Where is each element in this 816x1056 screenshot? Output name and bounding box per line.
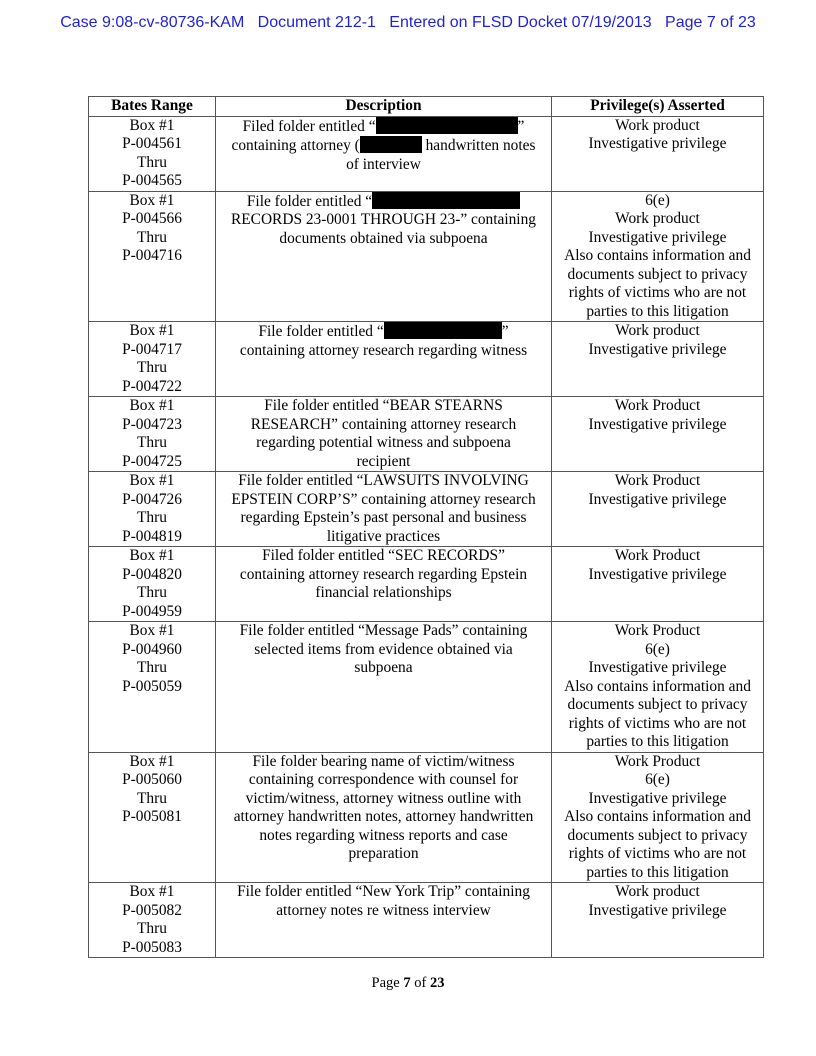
bates-cell: Box #1 P-005082 Thru P-005083 xyxy=(89,883,216,958)
table-row xyxy=(89,191,764,322)
table-row xyxy=(89,883,764,958)
table-row xyxy=(89,116,764,191)
header-page: Page 7 of 23 xyxy=(665,14,756,31)
footer-page-number: 7 xyxy=(403,975,411,991)
description-cell: File folder entitled “New York Trip” containing attorney notes re witness interview xyxy=(216,883,552,958)
privilege-cell: Work Product Investigative privilege xyxy=(552,397,764,472)
page-footer: Page 7 of 23 xyxy=(371,975,445,991)
bates-cell: Box #1 P-004561 Thru P-004565 xyxy=(89,116,216,191)
bates-cell: Box #1 P-004723 Thru P-004725 xyxy=(89,397,216,472)
description-cell: File folder entitled “LAWSUITS INVOLVING EPSTEIN CORP’S” containing attorney research regarding Epstein’s past personal and business litigative practices xyxy=(216,472,552,547)
table-row xyxy=(89,622,764,753)
table-row xyxy=(89,752,764,883)
table-row xyxy=(89,397,764,472)
redaction-block xyxy=(376,117,518,134)
table-header-row xyxy=(89,97,764,117)
bates-cell: Box #1 P-004960 Thru P-005059 xyxy=(89,622,216,753)
description-cell: Filed folder entitled “ ” containing attorney ( handwritten notes of interview xyxy=(216,116,552,191)
redaction-block xyxy=(372,192,520,209)
column-header-description: Description xyxy=(216,97,552,117)
description-cell: File folder entitled “Message Pads” containing selected items from evidence obtained via subpoena xyxy=(216,622,552,753)
description-cell: File folder entitled “ RECORDS 23-0001 THROUGH 23-” containing documents obtained via subpoena xyxy=(216,191,552,322)
column-header-privilege: Privilege(s) Asserted xyxy=(552,97,764,117)
redaction-block xyxy=(384,322,502,339)
privilege-cell: Work product Investigative privilege xyxy=(552,322,764,397)
bates-cell: Box #1 P-004717 Thru P-004722 xyxy=(89,322,216,397)
bates-cell: Box #1 P-005060 Thru P-005081 xyxy=(89,752,216,883)
case-number: Case 9:08-cv-80736-KAM xyxy=(60,14,245,31)
document-number: Document 212-1 xyxy=(257,14,376,31)
bates-cell: Box #1 P-004820 Thru P-004959 xyxy=(89,547,216,622)
table-row xyxy=(89,547,764,622)
docket-entry: Entered on FLSD Docket 07/19/2013 xyxy=(389,14,652,31)
footer-page-total: 23 xyxy=(429,975,445,991)
bates-cell: Box #1 P-004566 Thru P-004716 xyxy=(89,191,216,322)
privilege-cell: 6(e) Work product Investigative privilege Also contains information and documents subject to privacy rights of victims who are not parties to this litigation xyxy=(552,191,764,322)
docket-header xyxy=(0,14,816,32)
privilege-cell: Work Product 6(e) Investigative privilege Also contains information and documents subject to privacy rights of victims who are not parties to this litigation xyxy=(552,622,764,753)
privilege-cell: Work Product Investigative privilege xyxy=(552,547,764,622)
column-header-bates: Bates Range xyxy=(89,97,216,117)
privilege-cell: Work product Investigative privilege xyxy=(552,883,764,958)
description-cell: File folder entitled “BEAR STEARNS RESEARCH” containing attorney research regarding potential witness and subpoena recipient xyxy=(216,397,552,472)
redaction-block xyxy=(360,136,422,153)
table-row xyxy=(89,322,764,397)
description-cell: File folder entitled “ ” containing attorney research regarding witness xyxy=(216,322,552,397)
description-cell: File folder bearing name of victim/witness containing correspondence with counsel for victim/witness, attorney witness outline with attorney handwritten notes, attorney handwritten notes regarding witness reports and case preparation xyxy=(216,752,552,883)
table-row xyxy=(89,472,764,547)
privilege-cell: Work Product 6(e) Investigative privilege Also contains information and documents subject to privacy rights of victims who are not parties to this litigation xyxy=(552,752,764,883)
privilege-cell: Work Product Investigative privilege xyxy=(552,472,764,547)
description-cell: Filed folder entitled “SEC RECORDS” containing attorney research regarding Epstein financial relationships xyxy=(216,547,552,622)
privilege-cell: Work product Investigative privilege xyxy=(552,116,764,191)
bates-cell: Box #1 P-004726 Thru P-004819 xyxy=(89,472,216,547)
privilege-log-table xyxy=(88,96,764,958)
